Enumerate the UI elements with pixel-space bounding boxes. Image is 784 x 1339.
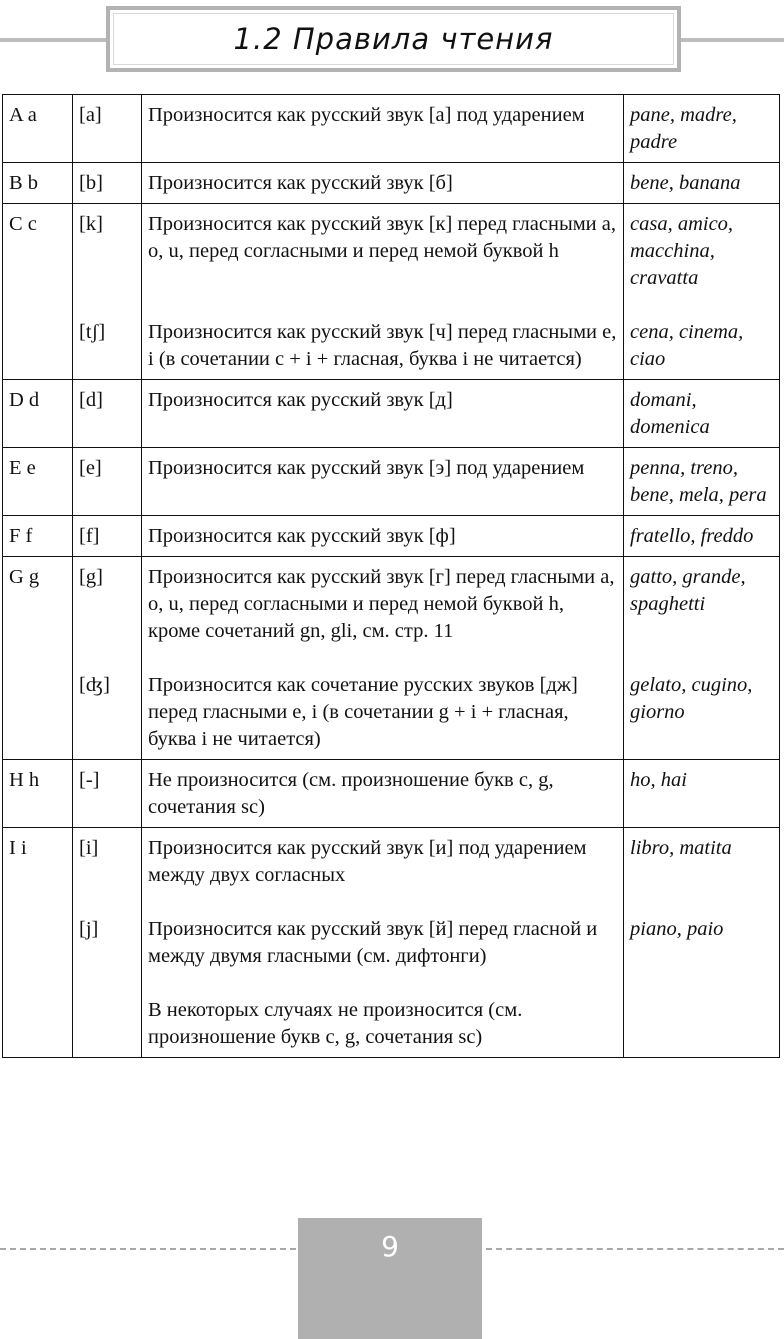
description-cell [142, 760, 624, 828]
example-words: pane, madre, padre [630, 104, 737, 153]
table-row [3, 95, 780, 163]
rule-description: Произносится как русский звук [б] [148, 172, 453, 194]
example-words: casa, amico, macchina, cravatta [630, 213, 734, 289]
rule-description: Произносится как русский звук [д] [148, 389, 453, 411]
footer-rule-left [0, 1248, 296, 1250]
rule-description: Произносится как русский звук [й] перед гласной и между двумя гласными (см. дифтонги) [148, 918, 598, 967]
table-row [3, 516, 780, 557]
table-row [3, 760, 780, 828]
description-cell [142, 95, 624, 163]
example-words: piano, paio [630, 918, 724, 940]
examples-cell [624, 448, 780, 516]
ipa-cell [73, 448, 142, 516]
examples-cell [624, 828, 780, 1058]
reading-rules-body [3, 95, 780, 1058]
example-words: gelato, cugino, giorno [630, 674, 753, 723]
letter-cell: E e [3, 448, 73, 516]
ipa-symbol: [g] [79, 566, 103, 588]
example-words: cena, cinema, ciao [630, 321, 744, 370]
table-row [3, 448, 780, 516]
ipa-symbol: [ʤ] [79, 674, 110, 696]
ipa-cell [73, 163, 142, 204]
example-words: bene, banana [630, 172, 741, 194]
ipa-cell [73, 380, 142, 448]
page-number-box [298, 1218, 482, 1339]
ipa-symbol [79, 997, 135, 1051]
examples-cell [624, 516, 780, 557]
ipa-symbol: [f] [79, 525, 100, 547]
rule-description: Произносится как русский звук [г] перед гласными a, o, u, перед согласными и перед немой буквой h, кроме сочетаний gn, gli, см. стр. 11 [148, 566, 615, 642]
description-cell [142, 828, 624, 1058]
letter-cell: H h [3, 760, 73, 828]
rule-description: Произносится как сочетание русских звуков [дж] перед гласными e, i (в сочетании g + i + гласная, буква i не читается) [148, 674, 578, 750]
ipa-cell [73, 95, 142, 163]
description-cell [142, 163, 624, 204]
example-words: ho, hai [630, 769, 687, 791]
table-row [3, 380, 780, 448]
title-frame-inner [113, 13, 674, 65]
examples-cell [624, 557, 780, 760]
rule-description: Произносится как русский звук [ч] перед гласными e, i (в сочетании c + i + гласная, буква i не читается) [148, 321, 617, 370]
description-cell [142, 204, 624, 380]
rule-description: В некоторых случаях не произносится (см. произношение букв c, g, сочетания sc) [148, 999, 523, 1048]
description-cell [142, 448, 624, 516]
letter-cell: A a [3, 95, 73, 163]
header-rule-left [0, 38, 106, 42]
ipa-symbol: [i] [79, 837, 99, 859]
ipa-symbol: [-] [79, 769, 100, 791]
rule-description: Произносится как русский звук [э] под ударением [148, 457, 585, 479]
ipa-symbol: [a] [79, 104, 102, 126]
page-number: 9 [381, 1230, 399, 1263]
examples-cell [624, 163, 780, 204]
letter-cell: D d [3, 380, 73, 448]
letter-cell: C c [3, 204, 73, 380]
rule-description: Произносится как русский звук [к] перед гласными a, o, u, перед согласными и перед немой буквой h [148, 213, 617, 262]
footer-rule-right [486, 1248, 784, 1250]
table-row [3, 204, 780, 380]
description-cell [142, 557, 624, 760]
rule-description: Произносится как русский звук [и] под ударением между двух согласных [148, 837, 587, 886]
rule-description: Не произносится (см. произношение букв c, g, сочетания sc) [148, 769, 554, 818]
examples-cell [624, 760, 780, 828]
table-row [3, 828, 780, 1058]
example-words: penna, treno, bene, mela, pera [630, 457, 767, 506]
table-row [3, 557, 780, 760]
examples-cell [624, 204, 780, 380]
letter-cell: G g [3, 557, 73, 760]
page-title: 1.2 Правила чтения [233, 22, 554, 56]
rule-description: Произносится как русский звук [а] под ударением [148, 104, 585, 126]
examples-cell [624, 95, 780, 163]
examples-cell [624, 380, 780, 448]
ipa-symbol: [j] [79, 918, 99, 940]
example-words: gatto, grande, spaghetti [630, 566, 746, 615]
description-cell [142, 380, 624, 448]
example-words: libro, matita [630, 837, 732, 859]
ipa-cell [73, 516, 142, 557]
ipa-cell [73, 557, 142, 760]
ipa-cell [73, 204, 142, 380]
ipa-cell [73, 760, 142, 828]
ipa-symbol: [b] [79, 172, 103, 194]
header-rule-right [681, 38, 784, 42]
example-words: domani, domenica [630, 389, 710, 438]
ipa-symbol: [tʃ] [79, 321, 106, 343]
ipa-symbol: [d] [79, 389, 103, 411]
ipa-symbol: [k] [79, 213, 103, 235]
title-frame [106, 6, 681, 72]
letter-cell: B b [3, 163, 73, 204]
letter-cell: I i [3, 828, 73, 1058]
rule-description: Произносится как русский звук [ф] [148, 525, 456, 547]
letter-cell: F f [3, 516, 73, 557]
table-row [3, 163, 780, 204]
description-cell [142, 516, 624, 557]
example-words [630, 997, 773, 1051]
example-words: fratello, freddo [630, 525, 754, 547]
ipa-symbol: [e] [79, 457, 102, 479]
ipa-cell [73, 828, 142, 1058]
reading-rules-table [2, 94, 780, 1058]
